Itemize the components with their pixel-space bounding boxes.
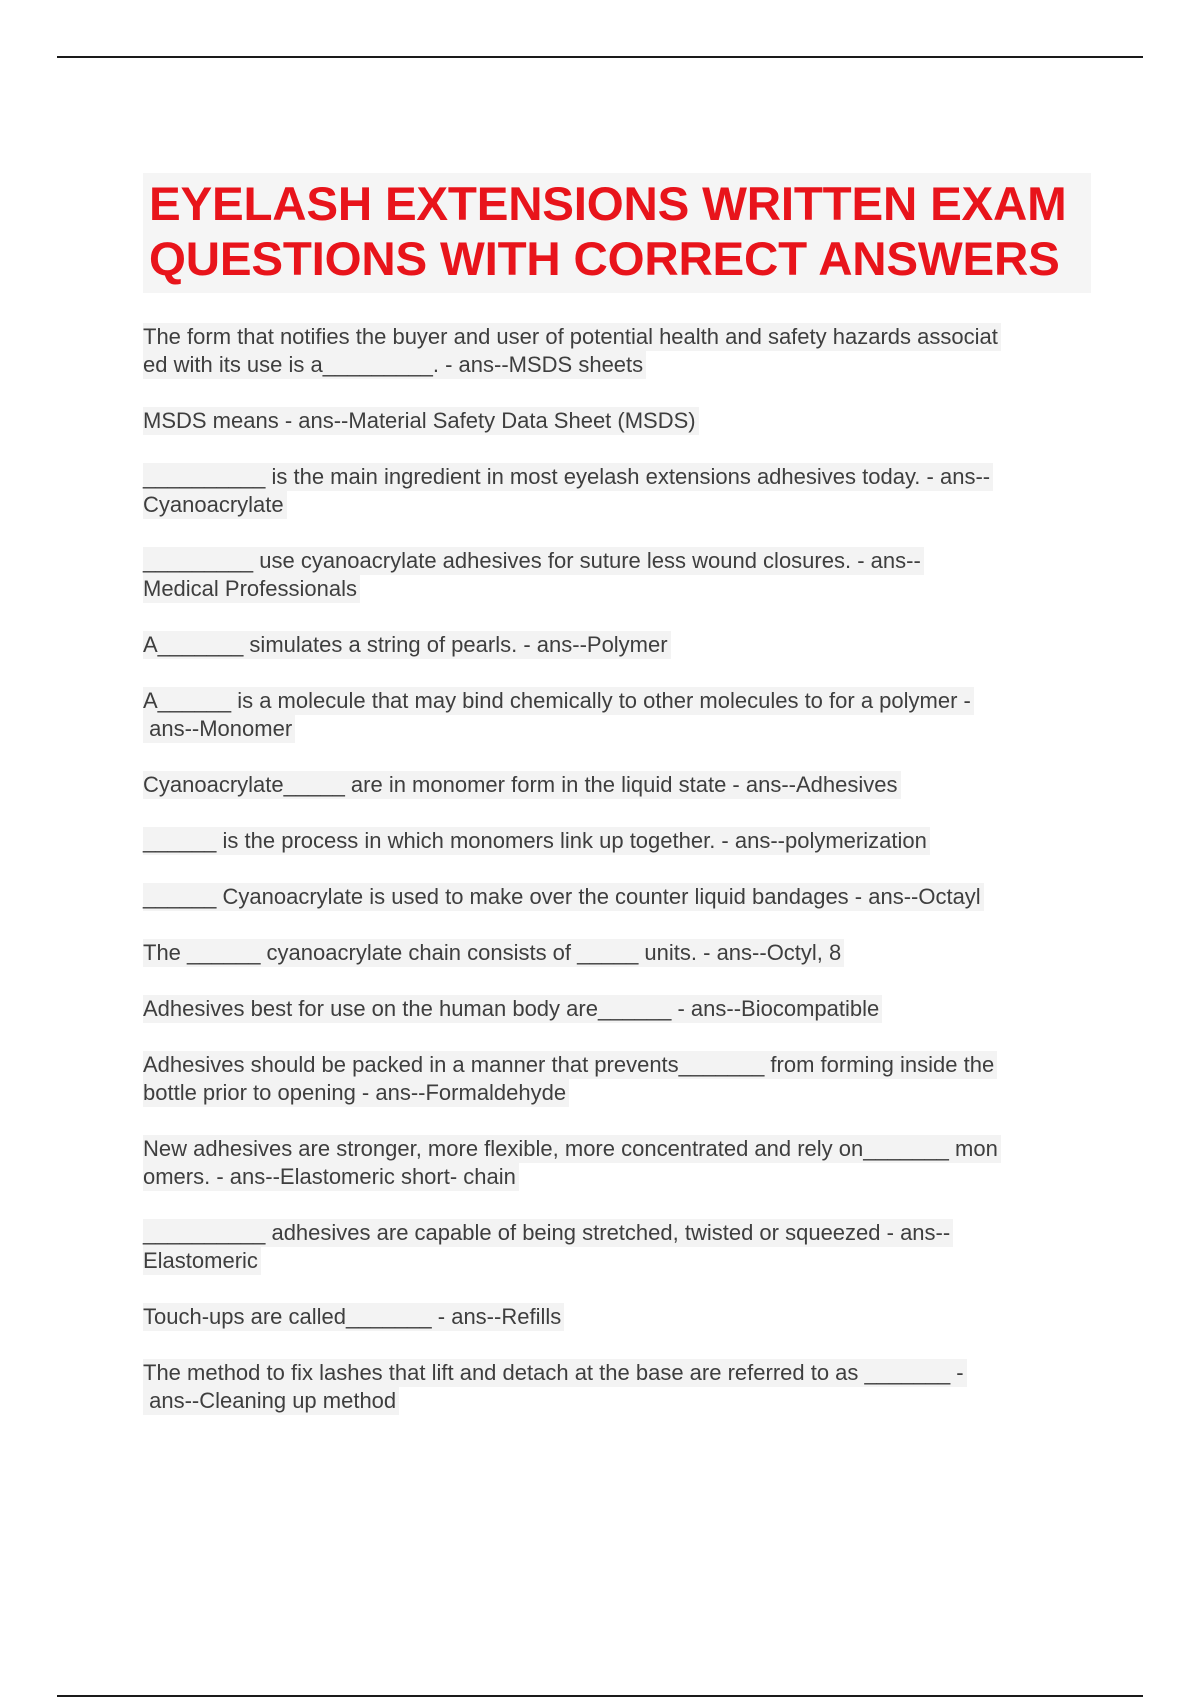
question-item (143, 771, 1091, 799)
question-text-line: Adhesives should be packed in a manner that prevents_______ from forming inside the (143, 1051, 997, 1079)
question-text-line: The form that notifies the buyer and user of potential health and safety hazards associat (143, 323, 1001, 351)
question-text-line: Medical Professionals (143, 575, 360, 603)
question-text-line: _________ use cyanoacrylate adhesives for suture less wound closures. - ans-- (143, 547, 924, 575)
question-text-line: Elastomeric (143, 1247, 261, 1275)
question-item (143, 827, 1091, 855)
question-text-line: Cyanoacrylate_____ are in monomer form in the liquid state - ans--Adhesives (143, 771, 901, 799)
question-item (143, 463, 1091, 519)
question-text-line: Adhesives best for use on the human body are______ - ans--Biocompatible (143, 995, 882, 1023)
question-text-line: The ______ cyanoacrylate chain consists of _____ units. - ans--Octyl, 8 (143, 939, 844, 967)
question-item (143, 687, 1091, 743)
question-text-line: ed with its use is a_________. - ans--MSDS sheets (143, 351, 646, 379)
document-body (143, 173, 1091, 1443)
question-item (143, 631, 1091, 659)
question-text-line: New adhesives are stronger, more flexible, more concentrated and rely on_______ mon (143, 1135, 1001, 1163)
question-text-line: __________ adhesives are capable of being stretched, twisted or squeezed - ans-- (143, 1219, 953, 1247)
title-line-1: EYELASH EXTENSIONS WRITTEN EXAM (149, 178, 1067, 231)
question-text-line: bottle prior to opening - ans--Formaldehyde (143, 1079, 569, 1107)
bottom-rule (57, 1695, 1143, 1697)
question-text-line: A______ is a molecule that may bind chemically to other molecules to for a polymer - (143, 687, 974, 715)
question-item (143, 883, 1091, 911)
question-item (143, 995, 1091, 1023)
question-text-line: ans--Monomer (143, 715, 295, 743)
question-item (143, 1359, 1091, 1415)
question-item (143, 1219, 1091, 1275)
question-item (143, 407, 1091, 435)
question-text-line: omers. - ans--Elastomeric short- chain (143, 1163, 519, 1191)
question-item (143, 939, 1091, 967)
question-text-line: ______ is the process in which monomers link up together. - ans--polymerization (143, 827, 930, 855)
question-answer-list (143, 323, 1091, 1415)
title-line-2: QUESTIONS WITH CORRECT ANSWERS (149, 233, 1060, 286)
question-item (143, 1303, 1091, 1331)
question-text-line: ans--Cleaning up method (143, 1387, 399, 1415)
document-title (149, 177, 1085, 287)
question-text-line: A_______ simulates a string of pearls. - ans--Polymer (143, 631, 671, 659)
question-text-line: __________ is the main ingredient in most eyelash extensions adhesives today. - ans-- (143, 463, 993, 491)
question-item (143, 1135, 1091, 1191)
question-item (143, 1051, 1091, 1107)
question-text-line: MSDS means - ans--Material Safety Data Sheet (MSDS) (143, 407, 699, 435)
question-text-line: ______ Cyanoacrylate is used to make over the counter liquid bandages - ans--Octayl (143, 883, 984, 911)
question-text-line: The method to fix lashes that lift and detach at the base are referred to as _______ - (143, 1359, 967, 1387)
title-block (143, 173, 1091, 293)
top-rule (57, 56, 1143, 58)
question-text-line: Cyanoacrylate (143, 491, 287, 519)
question-text-line: Touch-ups are called_______ - ans--Refills (143, 1303, 564, 1331)
question-item (143, 547, 1091, 603)
question-item (143, 323, 1091, 379)
